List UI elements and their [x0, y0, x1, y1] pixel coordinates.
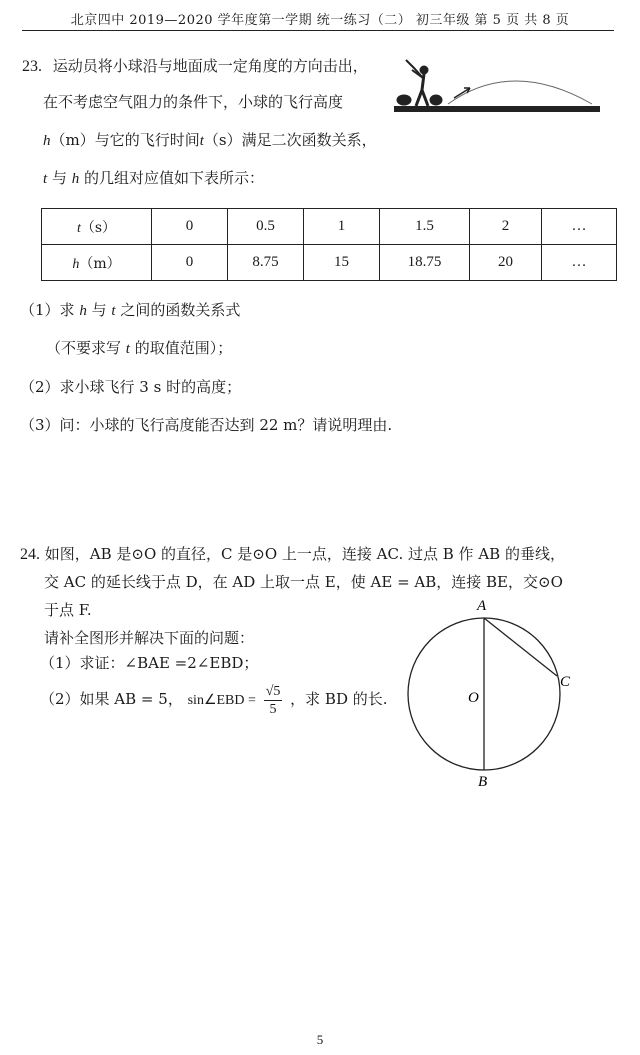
q23-line4 — [43, 168, 264, 189]
golfer-illustration — [392, 56, 602, 118]
label-o: O — [468, 690, 479, 706]
table-cell: 1.5 — [380, 209, 470, 245]
table-cell: 15 — [304, 245, 380, 281]
fraction-numerator: √5 — [265, 683, 281, 699]
table-cell: … — [542, 209, 617, 245]
label-a: A — [477, 598, 487, 614]
q24-line4: 请补全图形并解决下面的问题： — [44, 629, 255, 647]
label-b: B — [478, 774, 488, 790]
var-t: t — [111, 303, 116, 319]
table-header-cell: h（m） — [42, 245, 152, 281]
var-h: h — [79, 303, 87, 319]
fraction-denominator: 5 — [269, 701, 277, 717]
q24-line1 — [20, 544, 565, 565]
q23-sub1 — [20, 300, 240, 321]
trajectory-arc — [448, 81, 592, 104]
table-cell: 8.75 — [228, 245, 304, 281]
q24-text-1: 如图，AB 是⊙O 的直径，C 是⊙O 上一点，连接 AC. 过点 B 作 AB 的垂线， — [44, 545, 565, 563]
q24-sub2 — [40, 680, 388, 720]
table-cell: … — [542, 245, 617, 281]
q23-line4-end: 的几组对应值如下表所示： — [84, 169, 265, 187]
q23-number: 23. — [22, 58, 42, 75]
table-cell: 1 — [304, 209, 380, 245]
q23-sub2: （2）求小球飞行 3 s 时的高度； — [20, 378, 242, 396]
table-cell: 0 — [152, 245, 228, 281]
table-header-cell: t（s） — [42, 209, 152, 245]
q23-sub1-a: （1）求 — [20, 301, 75, 319]
q23-line1 — [22, 56, 368, 77]
q24-line2: 交 AC 的延长线于点 D，在 AD 上取一点 E，使 AE = AB，连接 BE，交⊙O — [44, 573, 563, 591]
header-divider — [22, 30, 614, 31]
q23-line3-mid: （m）与它的飞行时间 — [50, 131, 200, 149]
q24-sub2-a: （2）如果 AB = 5， — [40, 690, 183, 708]
var-h: h — [71, 171, 80, 187]
q23-sub1-note — [46, 338, 232, 359]
table-cell: 20 — [470, 245, 542, 281]
q23-line4-mid: 与 — [51, 169, 67, 187]
q23-line2: 在不考虑空气阻力的条件下，小球的飞行高度 — [43, 93, 344, 111]
q23-text-1: 运动员将小球沿与地面成一定角度的方向击出， — [52, 57, 368, 75]
q23-sub1-c: 之间的函数关系式 — [120, 301, 241, 319]
q23-sub1-b: 与 — [91, 301, 107, 319]
var-t: t — [125, 341, 130, 357]
page-number: 5 — [316, 1032, 324, 1047]
table-cell: 18.75 — [380, 245, 470, 281]
var-t: t — [43, 171, 48, 187]
q23-line3-end: （s）满足二次函数关系， — [203, 131, 377, 149]
q24-sub2-b: ，求 BD 的长. — [290, 690, 388, 708]
q23-note-b: 的取值范围）； — [134, 339, 233, 357]
q23-note-a: （不要求写 — [46, 339, 122, 357]
table-row — [42, 245, 617, 281]
label-c: C — [560, 674, 571, 690]
var-h: h — [43, 133, 51, 149]
ground-bar — [394, 106, 600, 112]
q23-line3 — [43, 130, 377, 151]
sin-expression: sin∠EBD = — [187, 693, 256, 708]
var-t: t — [199, 133, 204, 149]
table-row — [42, 209, 617, 245]
q24-number: 24. — [20, 546, 40, 563]
golfer-figure — [397, 60, 442, 106]
q24-line3: 于点 F. — [44, 601, 92, 619]
q24-sub1: （1）求证：∠BAE =2∠EBD； — [40, 654, 259, 672]
table-cell: 0 — [152, 209, 228, 245]
page-header: 北京四中 2019—2020 学年度第一学期 统一练习（二） 初三年级 第 5 页 共 8 页 — [70, 13, 570, 28]
fraction — [264, 683, 283, 718]
table-cell: 2 — [470, 209, 542, 245]
q23-sub3: （3）问：小球的飞行高度能否达到 22 m？请说明理由. — [20, 416, 393, 434]
values-table — [41, 208, 617, 281]
table-cell: 0.5 — [228, 209, 304, 245]
circle-figure — [404, 596, 594, 792]
